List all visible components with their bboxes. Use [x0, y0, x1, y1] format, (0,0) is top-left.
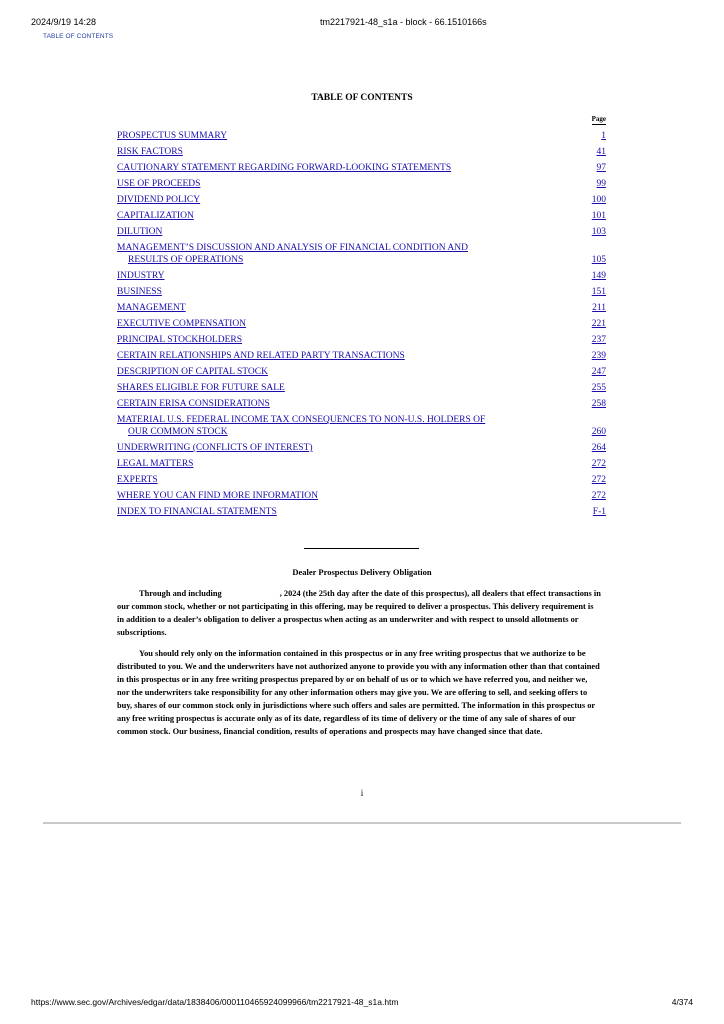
toc-row: [117, 210, 606, 222]
section-divider: [304, 548, 419, 549]
toc-entry-link[interactable]: [117, 507, 277, 517]
print-document-title: tm2217921-48_s1a - block - 66.1510166s: [320, 17, 487, 27]
footer-url: https://www.sec.gov/Archives/edgar/data/1838406/000110465924099966/tm2217921-48_s1a.htm: [31, 997, 399, 1007]
toc-entry-title: EXECUTIVE COMPENSATION: [117, 319, 247, 329]
delivery-obligation-heading: Dealer Prospectus Delivery Obligation: [292, 567, 432, 577]
toc-row: [117, 474, 606, 486]
toc-page-link[interactable]: 105: [591, 255, 606, 265]
toc-entry-link[interactable]: [117, 491, 318, 501]
toc-page-link[interactable]: 97: [596, 163, 606, 173]
toc-entry-title: SHARES ELIGIBLE FOR FUTURE SALE: [117, 383, 285, 393]
toc-entry-title: RISK FACTORS: [117, 147, 183, 157]
toc-entry-link[interactable]: [117, 303, 186, 313]
toc-page-link[interactable]: 247: [591, 367, 606, 377]
print-datetime: 2024/9/19 14:28: [31, 17, 97, 27]
toc-row: [117, 458, 606, 470]
toc-entry-link[interactable]: [117, 271, 165, 281]
toc-entry-title: MANAGEMENT’S DISCUSSION AND ANALYSIS OF FINANCIAL CONDITION AND: [117, 243, 469, 253]
toc-row: [117, 226, 606, 238]
toc-entry-link[interactable]: [117, 287, 162, 297]
toc-entry-title: DESCRIPTION OF CAPITAL STOCK: [117, 367, 268, 377]
table-of-contents-link[interactable]: TABLE OF CONTENTS: [43, 33, 114, 40]
toc-page-link[interactable]: 1: [601, 131, 606, 141]
toc-row: [117, 334, 606, 346]
toc-entry-link[interactable]: [117, 243, 606, 266]
toc-entry-title: DILUTION: [117, 227, 163, 237]
toc-entry-link[interactable]: [117, 163, 451, 173]
toc-entry-title: CERTAIN RELATIONSHIPS AND RELATED PARTY TRANSACTIONS: [117, 351, 405, 361]
toc-entry-title: PROSPECTUS SUMMARY: [117, 131, 228, 141]
toc-page-link[interactable]: 264: [591, 443, 606, 453]
toc-entry-title: UNDERWRITING (CONFLICTS OF INTEREST): [117, 443, 313, 453]
toc-page-link[interactable]: F-1: [592, 507, 606, 517]
toc-entry-title: PRINCIPAL STOCKHOLDERS: [117, 335, 243, 345]
toc-entry-link[interactable]: [117, 367, 268, 377]
delivery-paragraph-start: Through and including: [139, 589, 222, 598]
toc-row: [117, 178, 606, 190]
toc-page-link[interactable]: 239: [591, 351, 606, 361]
toc-row: [117, 302, 606, 314]
toc-entry-link[interactable]: [117, 211, 194, 221]
toc-entry-link[interactable]: [117, 443, 313, 453]
toc-page-link[interactable]: 272: [591, 459, 606, 469]
toc-row: [117, 414, 606, 438]
toc-page-link[interactable]: 237: [591, 335, 606, 345]
toc-entry-link[interactable]: [117, 475, 158, 485]
toc-entry-title-continued: OUR COMMON STOCK: [128, 427, 228, 437]
toc-entry-title: CAUTIONARY STATEMENT REGARDING FORWARD-LOOKING STATEMENTS: [117, 163, 452, 173]
toc-entry-title: USE OF PROCEEDS: [117, 179, 201, 189]
toc-entry-title: BUSINESS: [117, 287, 162, 297]
toc-row: [117, 350, 606, 362]
toc-entry-link[interactable]: [117, 399, 270, 409]
page-separator: [43, 822, 681, 824]
toc-row: [117, 382, 606, 394]
toc-page-link[interactable]: 260: [591, 427, 606, 437]
toc-page-link[interactable]: 41: [596, 147, 606, 157]
toc-entry-title: MATERIAL U.S. FEDERAL INCOME TAX CONSEQUENCES TO NON-U.S. HOLDERS OF: [117, 415, 486, 425]
toc-title: TABLE OF CONTENTS: [311, 93, 413, 103]
toc-entry-link[interactable]: [117, 459, 193, 469]
toc-page-link[interactable]: 100: [591, 195, 606, 205]
toc-row: [117, 398, 606, 410]
toc-row: [117, 490, 606, 502]
toc-row: [117, 506, 606, 518]
toc-entry-title: EXPERTS: [117, 475, 158, 485]
delivery-paragraph-rest: , 2024 (the 25th day after the date of this prospectus), all dealers that effect transactions in our common stock, whether or not participating in this offering, may be required to deliver a prospectus. This delivery requirement is in addition to a dealer’s obligation to deliver a prospectus when acting as an underwriter and with respect to unsold allotments or subscriptions.: [117, 589, 601, 637]
toc-page-link[interactable]: 103: [591, 227, 606, 237]
toc-row: [117, 442, 606, 454]
toc-page-link[interactable]: 99: [596, 179, 606, 189]
toc-row: [117, 194, 606, 206]
reliance-paragraph: You should rely only on the information contained in this prospectus or in any free writing prospectus that we authorize to be distributed to you. We and the underwriters have not authorized anyone to provide you with any information other than that contained in this prospectus or in any free writing prospectus prepared by or on behalf of us or to which we have referred you, and neither we, nor the underwriters take responsibility for any other information others may give you. We are offering to sell, and seeking offers to buy, shares of our common stock only in jurisdictions where such offers and sales are permitted. The information in this prospectus or any free writing prospectus is accurate only as of its date, regardless of its time of delivery or the time of any sale of shares of our common stock. Our business, financial condition, results of operations and prospects may have changed since that date.: [117, 649, 600, 736]
toc-entry-title: WHERE YOU CAN FIND MORE INFORMATION: [117, 491, 318, 501]
toc-entry-title: MANAGEMENT: [117, 303, 186, 313]
toc-page-link[interactable]: 151: [591, 287, 606, 297]
delivery-paragraph: [117, 587, 601, 639]
toc-entry-link[interactable]: [117, 179, 200, 189]
toc-entry-link[interactable]: [117, 351, 405, 361]
toc-list: [117, 130, 606, 522]
footer-page-count: 4/374: [671, 997, 693, 1007]
toc-page-link[interactable]: 255: [591, 383, 606, 393]
toc-row: [117, 130, 606, 142]
toc-row: [117, 146, 606, 158]
toc-entry-link[interactable]: [117, 415, 606, 438]
toc-entry-title: CERTAIN ERISA CONSIDERATIONS: [117, 399, 270, 409]
toc-row: [117, 242, 606, 266]
toc-page-link[interactable]: 211: [592, 303, 606, 313]
toc-page-link[interactable]: 221: [591, 319, 606, 329]
toc-page-link[interactable]: 258: [591, 399, 606, 409]
toc-entry-link[interactable]: [117, 147, 183, 157]
toc-entry-title-continued: RESULTS OF OPERATIONS: [128, 255, 244, 265]
toc-page-link[interactable]: 101: [591, 211, 606, 221]
toc-entry-title: DIVIDEND POLICY: [117, 195, 201, 205]
toc-row: [117, 162, 606, 174]
toc-row: [117, 318, 606, 330]
toc-page-link[interactable]: 272: [591, 475, 606, 485]
toc-row: [117, 366, 606, 378]
toc-entry-link[interactable]: [117, 383, 285, 393]
toc-page-link[interactable]: 272: [591, 491, 606, 501]
toc-row: [117, 270, 606, 282]
toc-row: [117, 286, 606, 298]
toc-entry-title: INDUSTRY: [117, 271, 165, 281]
toc-entry-link[interactable]: [117, 319, 246, 329]
toc-entry-title: CAPITALIZATION: [117, 211, 194, 221]
toc-entry-link[interactable]: [117, 335, 242, 345]
toc-entry-title: LEGAL MATTERS: [117, 459, 194, 469]
page-number: i: [360, 788, 364, 798]
toc-entry-link[interactable]: [117, 227, 162, 237]
toc-entry-link[interactable]: [117, 195, 200, 205]
toc-entry-title: INDEX TO FINANCIAL STATEMENTS: [117, 507, 277, 517]
toc-page-link[interactable]: 149: [591, 271, 606, 281]
toc-entry-link[interactable]: [117, 131, 227, 141]
page-column-label: Page: [591, 115, 606, 123]
